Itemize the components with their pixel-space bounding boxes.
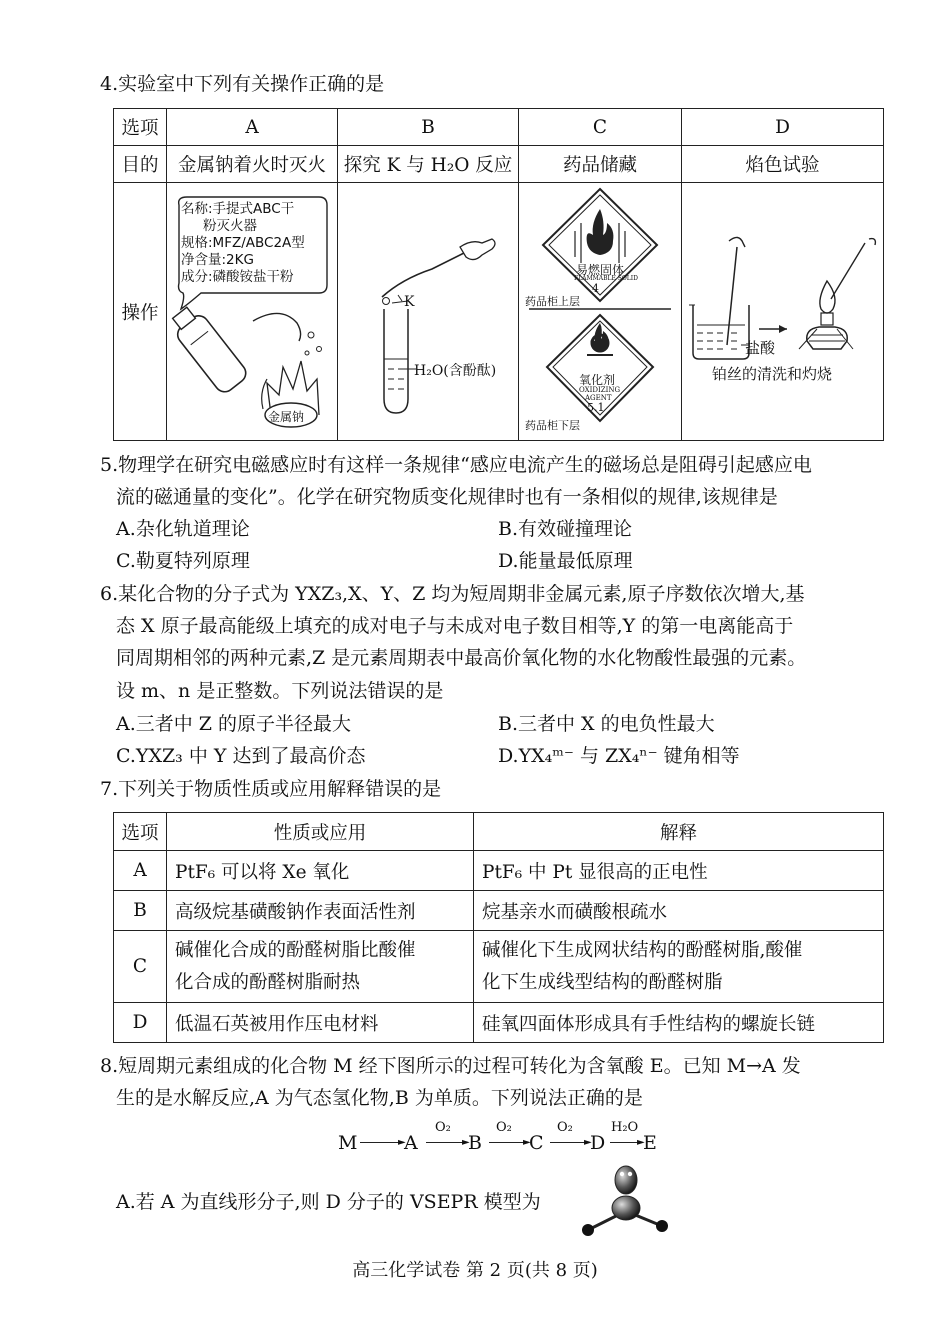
chain-a: A [404,1132,418,1154]
flame-test-illustration [683,183,883,435]
q7-row-explanation: 烷基亲水而磺酸根疏水 [474,891,884,931]
arrow-m-a [360,1142,400,1143]
chain-b: B [468,1132,482,1154]
flammable-solid-label: 易燃固体 [576,263,625,277]
q4-header-d: D [682,109,884,146]
q7-header-explanation: 解释 [474,813,884,851]
q7-row-option: D [114,1003,167,1043]
q5-option-c: C.勒夏特列原理 [116,550,250,572]
platinum-wire-caption: 铂丝的清洗和灼烧 [712,365,833,383]
q6-line-1: 6.某化合物的分子式为 YXZ₃,X、Y、Z 均为短周期非金属元素,原子序数依次增大,基 [100,583,805,605]
q7-row-explanation-line: 碱催化下生成网状结构的酚醛树脂,酸催 [482,939,803,961]
q7-row-b [114,891,884,931]
q4-operation-label: 操作 [114,183,167,441]
q7-row-property: PtF₆ 可以将 Xe 氧化 [167,851,474,891]
arrow-d-e [610,1142,640,1143]
q7-row-property-line: 碱催化合成的酚醛树脂比酸催 [175,939,416,961]
q7-row-option: A [114,851,167,891]
oxidizer-en-1: OXIDIZING [579,386,621,394]
q4-operation-d [682,183,884,441]
q6-option-d: D.YX₄ᵐ⁻ 与 ZX₄ⁿ⁻ 键角相等 [498,745,740,767]
q4-purpose-d: 焰色试验 [682,146,884,183]
chain-c: C [529,1132,544,1154]
q4-operation-c [519,183,682,441]
arrow-c-d [550,1142,586,1143]
q4-purpose-c: 药品储藏 [519,146,682,183]
chain-m: M [338,1132,358,1154]
q7-row-option: C [114,931,167,1003]
arrow-head: ► [523,1137,531,1148]
q7-row-property-line: 化合成的酚醛树脂耐热 [175,971,361,993]
q6-line-3: 同周期相邻的两种元素,Z 是元素周期表中最高价氧化物的水化物酸性最强的元素。 [116,647,807,669]
lower-shelf-label: 药品柜下层 [525,419,580,432]
q6-option-a: A.三者中 Z 的原子半径最大 [116,713,352,735]
q8-option-a: A.若 A 为直线形分子,则 D 分子的 VSEPR 模型为 [116,1191,541,1213]
q5-option-d: D.能量最低原理 [498,550,633,572]
q4-table [113,108,884,441]
q4-header-c: C [519,109,682,146]
q5-option-b: B.有效碰撞理论 [498,518,633,540]
q8-line-2: 生的是水解反应,A 为气态氢化物,B 为单质。下列说法正确的是 [116,1087,643,1109]
vsepr-model-icon [578,1160,678,1240]
q7-table [113,812,884,1043]
test-tube-illustration [342,183,514,435]
page-footer: 高三化学试卷 第 2 页(共 8 页) [352,1260,598,1281]
q6-option-c: C.YXZ₃ 中 Y 达到了最高价态 [116,745,366,767]
oxidizer-en-2: AGENT [585,394,612,402]
arrow-head: ► [398,1137,406,1148]
extinguisher-label-name: 名称:手提式ABC干 [181,201,295,217]
chain-e: E [643,1132,657,1154]
q7-row-c [114,931,884,1003]
arrow-label-o2: O₂ [496,1120,512,1135]
q4-header-b: B [338,109,519,146]
arrow-head: ► [462,1137,470,1148]
water-phenolphthalein-label: H₂O(含酚酞) [414,363,497,379]
q4-purpose-label: 目的 [114,146,167,183]
metal-sodium-label: 金属钠 [268,410,305,424]
hydrochloric-acid-label: 盐酸 [745,339,776,357]
q7-row-a [114,851,884,891]
q4-purpose-a: 金属钠着火时灭火 [167,146,338,183]
q7-row-property: 低温石英被用作压电材料 [167,1003,474,1043]
extinguisher-label-name2: 粉灭火器 [203,218,257,234]
q7-row-option: B [114,891,167,931]
oxidizer-class-number: 5.1 [587,401,605,414]
arrow-head: ► [584,1137,592,1148]
q5-option-a: A.杂化轨道理论 [116,518,250,540]
q7-row-explanation: 硅氧四面体形成具有手性结构的螺旋长链 [474,1003,884,1043]
q7-row-property: 高级烷基磺酸钠作表面活性剂 [167,891,474,931]
arrow-label-o2: O₂ [435,1120,451,1135]
q8-line-1: 8.短周期元素组成的化合物 M 经下图所示的过程可转化为含氧酸 E。已知 M→A 发 [100,1055,801,1077]
q7-row-d [114,1003,884,1043]
flammable-class-number: 4 [592,282,599,295]
arrow-b-c [489,1142,525,1143]
arrow-label-o2: O₂ [557,1120,573,1135]
arrow-head: ► [637,1137,645,1148]
q6-line-4: 设 m、n 是正整数。下列说法错误的是 [116,680,444,702]
flammable-solid-en: FLAMMABLE SOLID [574,275,638,282]
q7-header-property: 性质或应用 [167,813,474,851]
extinguisher-label-spec: 规格:MFZ/ABC2A型 [181,235,305,251]
q4-header-option: 选项 [114,109,167,146]
q4-header-a: A [167,109,338,146]
q5-line-1: 5.物理学在研究电磁感应时有这样一条规律“感应电流产生的磁场总是阻碍引起感应电 [100,454,812,476]
extinguisher-label-weight: 净含量:2KG [181,252,254,268]
q7-header-option: 选项 [114,813,167,851]
q5-line-2: 流的磁通量的变化”。化学在研究物质变化规律时也有一条相似的规律,该规律是 [116,486,778,508]
upper-shelf-label: 药品柜上层 [525,295,580,308]
q6-line-2: 态 X 原子最高能级上填充的成对电子与未成对电子数目相等,Y 的第一电离能高于 [116,615,794,637]
q4-operation-a [167,183,338,441]
arrow-label-h2o: H₂O [611,1120,639,1135]
q7-row-explanation-line: 化下生成线型结构的酚醛树脂 [482,971,723,993]
arrow-a-b [426,1142,464,1143]
extinguisher-label-content: 成分:磷酸铵盐干粉 [181,269,294,285]
q4-operation-b [338,183,519,441]
oxidizer-label: 氧化剂 [579,373,616,387]
q7-row-explanation: PtF₆ 中 Pt 显很高的正电性 [474,851,884,891]
q6-option-b: B.三者中 X 的电负性最大 [498,713,715,735]
q7-stem: 7.下列关于物质性质或应用解释错误的是 [100,778,442,800]
q4-stem: 4.实验室中下列有关操作正确的是 [100,73,385,95]
q4-purpose-b: 探究 K 与 H₂O 反应 [338,146,519,183]
potassium-label: K [404,294,415,310]
chain-d: D [590,1132,606,1154]
reaction-chain [338,1120,658,1160]
